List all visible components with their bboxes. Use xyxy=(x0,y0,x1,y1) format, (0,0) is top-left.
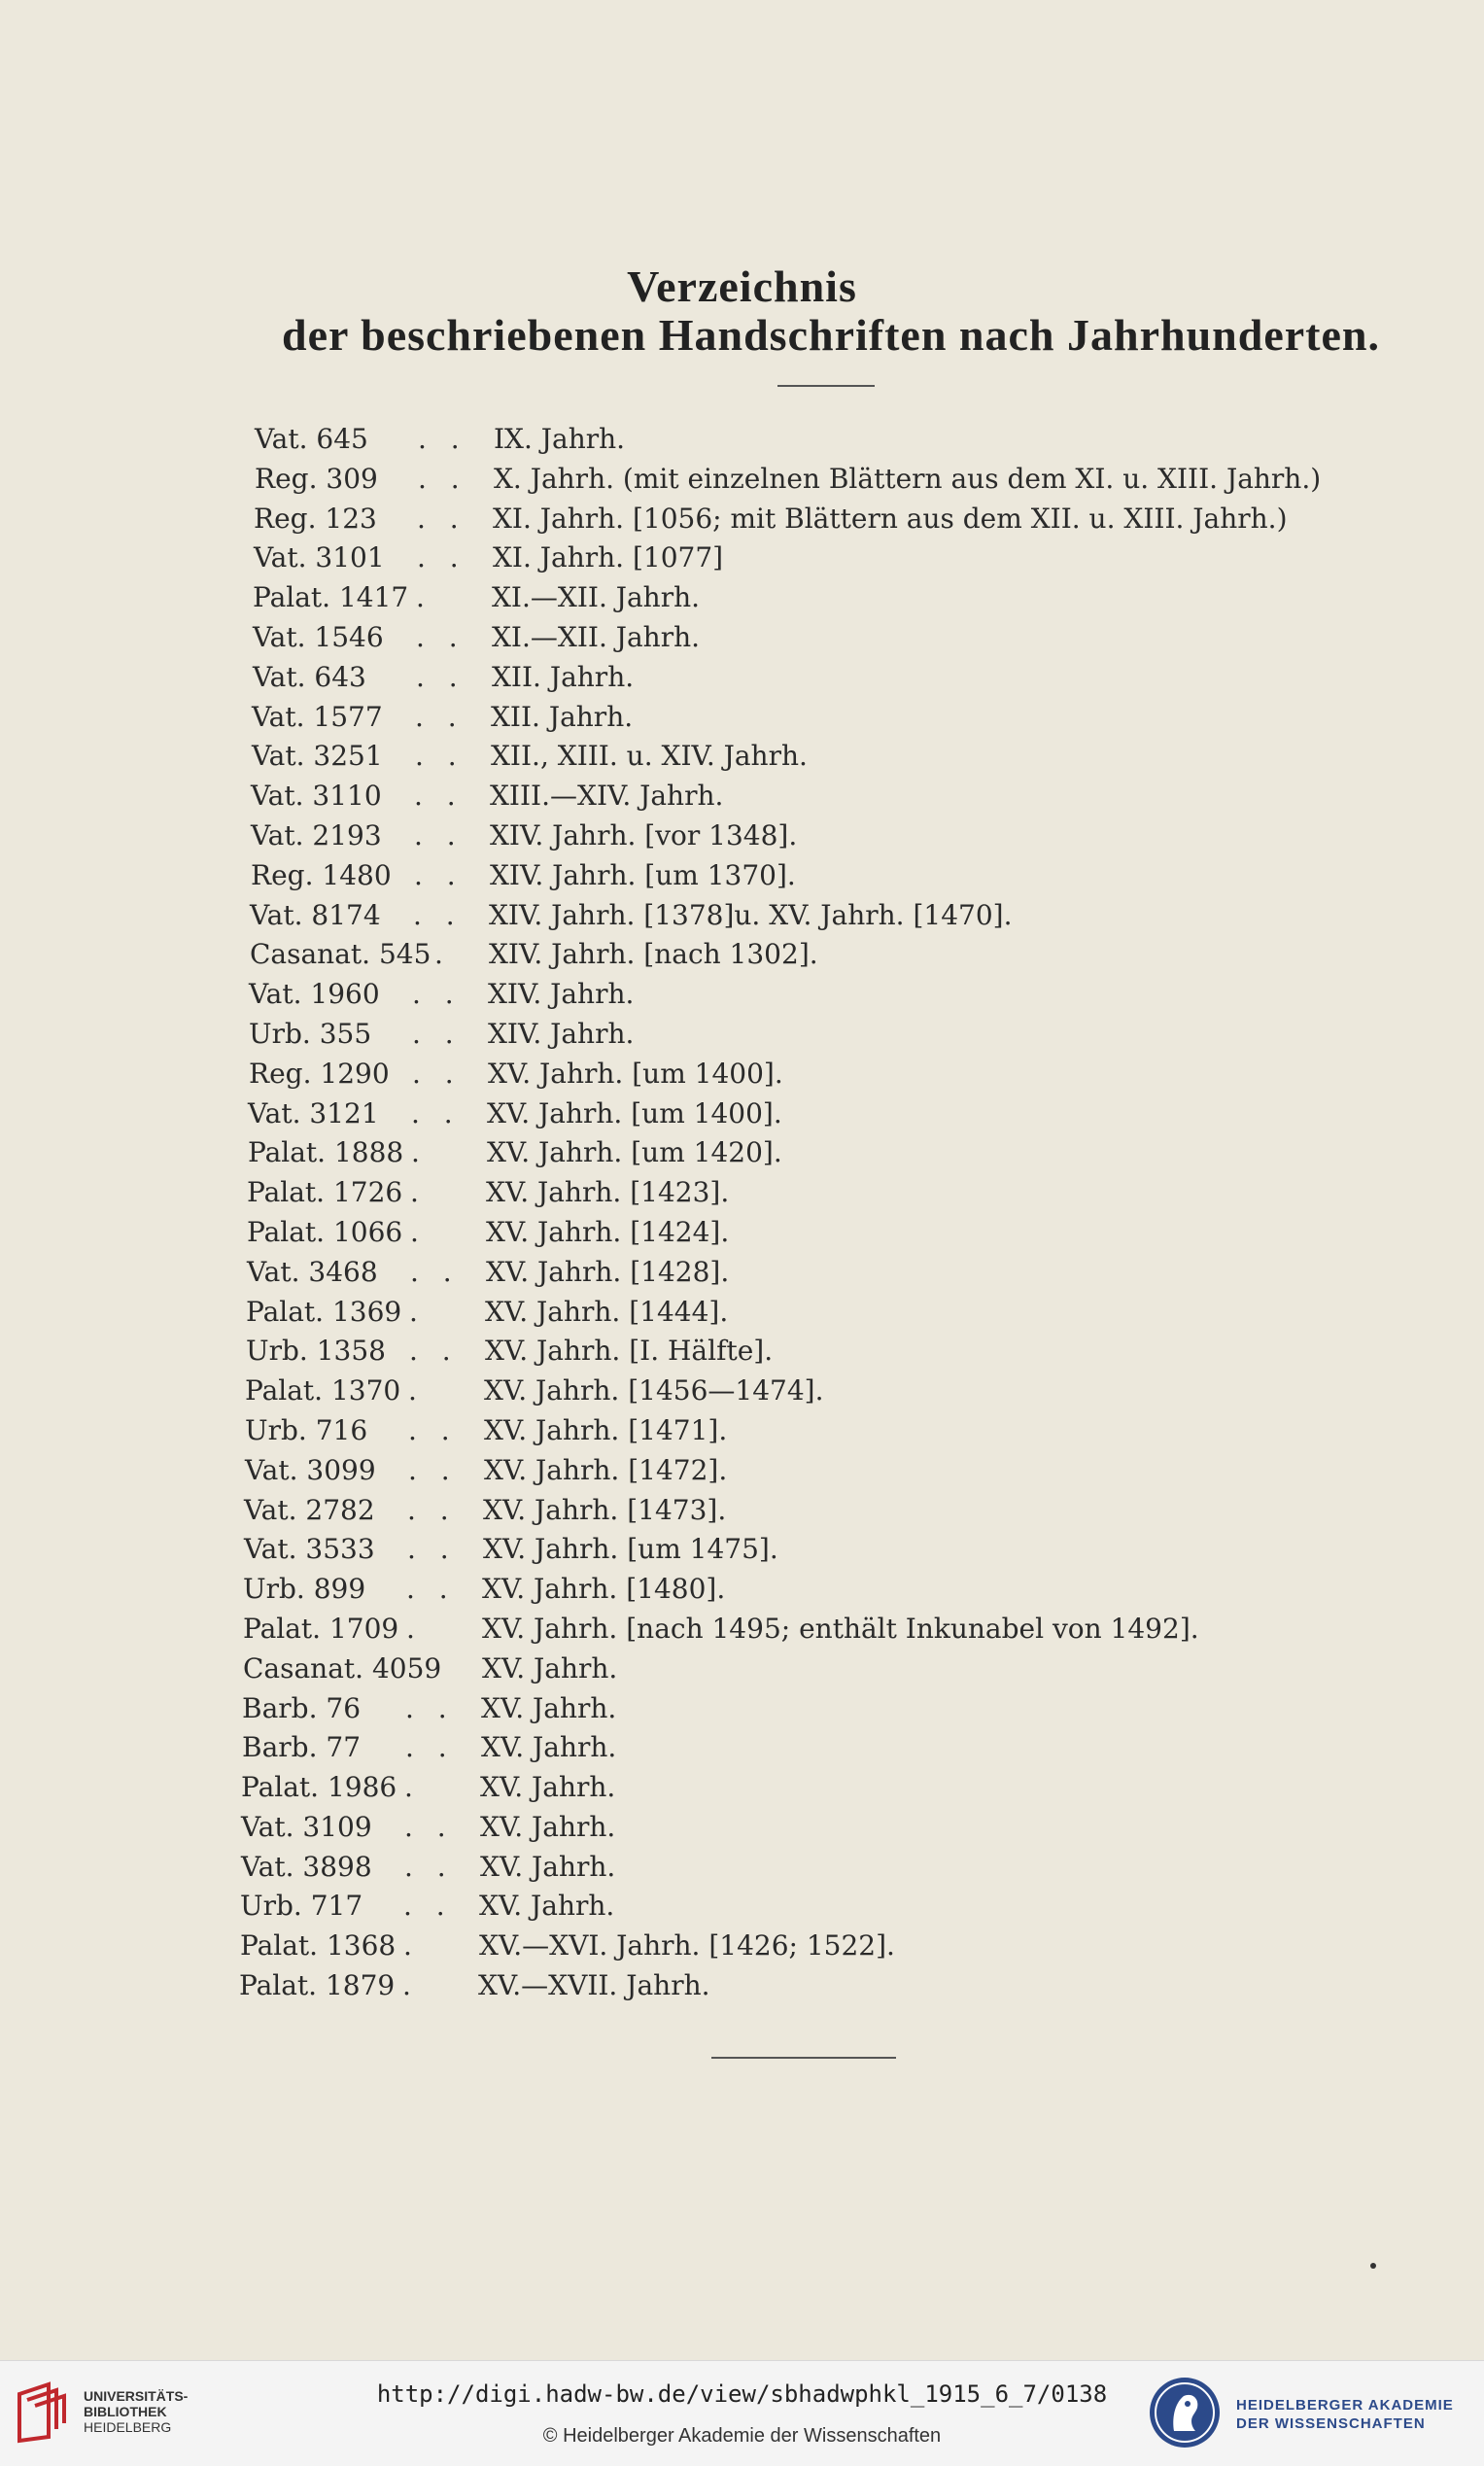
ub-line-1: UNIVERSITÄTS- xyxy=(84,2388,189,2404)
leader-dots: . . xyxy=(407,1533,457,1566)
manuscript-signature: Vat. 643 xyxy=(253,660,366,693)
century-description: XI.—XII. Jahrh. xyxy=(492,581,701,614)
leader-dots: . . xyxy=(416,620,466,653)
manuscript-signature: Palat. 1417 xyxy=(253,581,409,614)
list-item xyxy=(231,618,1429,658)
leader-dots: . . xyxy=(418,462,467,495)
list-item xyxy=(232,538,1429,578)
manuscript-signature: Vat. 3101 xyxy=(254,541,385,574)
century-description: XV. Jahrh. [um 1400]. xyxy=(488,1057,783,1090)
leader-dots: . xyxy=(410,1215,427,1248)
list-item xyxy=(223,1491,1429,1531)
manuscript-list xyxy=(233,420,1429,2006)
century-description: XIV. Jahrh. [vor 1348]. xyxy=(490,818,798,851)
leader-dots: . . xyxy=(418,423,467,455)
manuscript-signature: Reg. 309 xyxy=(255,462,378,495)
manuscript-signature: Palat. 1709 xyxy=(243,1612,399,1645)
list-item xyxy=(220,1768,1429,1808)
manuscript-signature: Palat. 1368 xyxy=(240,1929,397,1962)
footer-bar xyxy=(0,2360,1484,2466)
leader-dots: . . xyxy=(417,502,466,535)
list-item xyxy=(226,1133,1429,1173)
leader-dots: . xyxy=(410,1176,427,1209)
manuscript-signature: Casanat. 545 xyxy=(250,938,431,971)
list-item xyxy=(229,856,1429,896)
century-description: XV. Jahrh. xyxy=(481,1691,617,1724)
academy-name[interactable] xyxy=(1236,2396,1454,2433)
century-description: XV. Jahrh. [1428]. xyxy=(486,1255,730,1288)
leader-dots: . . xyxy=(412,1017,462,1050)
list-item xyxy=(219,1927,1429,1966)
list-item xyxy=(233,460,1429,500)
list-item xyxy=(230,698,1429,738)
leader-dots: . . xyxy=(406,1573,456,1606)
list-item xyxy=(222,1650,1429,1689)
list-item xyxy=(229,777,1429,816)
century-description: XV. Jahrh. xyxy=(480,1850,616,1883)
title-divider xyxy=(777,385,875,387)
manuscript-signature: Vat. 3468 xyxy=(247,1255,378,1288)
leader-dots: . xyxy=(402,1969,419,2002)
list-item xyxy=(229,816,1429,856)
manuscript-signature: Vat. 1577 xyxy=(252,700,383,733)
century-description: XV. Jahrh. [nach 1495; enthält Inkunabel von 1492]. xyxy=(482,1612,1199,1645)
copyright-notice: © Heidelberger Akademie der Wissenschaften xyxy=(542,2425,942,2447)
leader-dots: . . xyxy=(405,1691,455,1724)
century-description: XV. Jahrh. xyxy=(481,1731,617,1764)
list-item xyxy=(220,1808,1429,1848)
list-item xyxy=(231,658,1429,698)
manuscript-signature: Barb. 76 xyxy=(242,1691,362,1724)
page-subtitle: der beschriebenen Handschriften nach Jahrhunderten. xyxy=(282,310,1380,360)
manuscript-signature: Vat. 3099 xyxy=(245,1453,376,1486)
manuscript-signature: Vat. 2782 xyxy=(244,1493,375,1526)
leader-dots: . . xyxy=(414,858,464,891)
leader-dots: . . xyxy=(404,1810,454,1843)
century-description: XV.—XVI. Jahrh. [1426; 1522]. xyxy=(479,1929,895,1962)
century-description: XII. Jahrh. xyxy=(491,700,634,733)
leader-dots: . . xyxy=(409,1335,459,1368)
manuscript-signature: Palat. 1726 xyxy=(247,1176,403,1209)
leader-dots: . . xyxy=(414,818,464,851)
list-item xyxy=(218,1966,1429,2006)
list-item xyxy=(219,1887,1429,1927)
list-item xyxy=(228,935,1429,975)
leader-dots: . . xyxy=(407,1493,457,1526)
century-description: XIV. Jahrh. xyxy=(488,978,635,1011)
permalink-url[interactable]: http://digi.hadw-bw.de/view/sbhadwphkl_1915_6_7/0138 xyxy=(376,2380,1108,2408)
list-item xyxy=(227,1015,1429,1055)
century-description: XIV. Jahrh. [um 1370]. xyxy=(490,858,796,891)
century-description: XV. Jahrh. [um 1400]. xyxy=(487,1096,782,1129)
leader-dots: . . xyxy=(414,780,464,813)
leader-dots: . xyxy=(403,1929,420,1962)
manuscript-signature: Reg. 1290 xyxy=(249,1057,390,1090)
century-description: XV. Jahrh. [1471]. xyxy=(484,1413,728,1446)
century-description: XV. Jahrh. [1473]. xyxy=(483,1493,727,1526)
leader-dots: . . xyxy=(415,740,465,773)
manuscript-signature: Vat. 3533 xyxy=(244,1533,375,1566)
leader-dots: . . xyxy=(416,660,466,693)
list-item xyxy=(221,1689,1429,1729)
academy-seal-icon[interactable] xyxy=(1147,2375,1223,2450)
century-description: IX. Jahrh. xyxy=(494,423,626,455)
list-item xyxy=(233,420,1429,460)
leader-dots: . . xyxy=(415,700,465,733)
leader-dots: . . xyxy=(405,1731,455,1764)
century-description: XV. Jahrh. [1456—1474]. xyxy=(484,1374,824,1407)
manuscript-signature: Urb. 899 xyxy=(243,1573,366,1606)
century-description: XV.—XVII. Jahrh. xyxy=(478,1969,710,2002)
century-description: XIV. Jahrh. xyxy=(488,1017,635,1050)
century-description: XI. Jahrh. [1077] xyxy=(493,541,724,574)
century-description: XI. Jahrh. [1056; mit Blättern aus dem XII. u. XIII. Jahrh.) xyxy=(493,502,1288,535)
century-description: XV. Jahrh. [I. Hälfte]. xyxy=(485,1335,774,1368)
manuscript-signature: Palat. 1888 xyxy=(248,1136,404,1169)
manuscript-signature: Palat. 1066 xyxy=(247,1215,403,1248)
manuscript-signature: Urb. 1358 xyxy=(246,1335,386,1368)
ak-line-1: HEIDELBERGER AKADEMIE xyxy=(1236,2397,1454,2414)
list-item xyxy=(224,1372,1429,1411)
list-item xyxy=(221,1728,1429,1768)
century-description: XV. Jahrh. xyxy=(482,1651,618,1685)
ak-line-2: DER WISSENSCHAFTEN xyxy=(1236,2415,1426,2432)
manuscript-signature: Vat. 8174 xyxy=(250,898,381,931)
leader-dots: . . xyxy=(412,1057,462,1090)
list-item xyxy=(231,578,1429,618)
manuscript-signature: Vat. 645 xyxy=(255,423,368,455)
list-item xyxy=(224,1332,1429,1372)
century-description: XII., XIII. u. XIV. Jahrh. xyxy=(491,740,808,773)
leader-dots: . . xyxy=(404,1850,454,1883)
century-description: XV. Jahrh. [um 1475]. xyxy=(483,1533,778,1566)
leader-dots: . xyxy=(416,581,432,614)
list-item xyxy=(220,1848,1429,1888)
manuscript-signature: Palat. 1879 xyxy=(239,1969,396,2002)
century-description: XV. Jahrh. [1472]. xyxy=(484,1453,728,1486)
leader-dots: . . xyxy=(417,541,466,574)
leader-dots: . . xyxy=(412,978,462,1011)
century-description: XV. Jahrh. [1480]. xyxy=(482,1573,726,1606)
list-item xyxy=(225,1213,1429,1253)
century-description: XIV. Jahrh. [nach 1302]. xyxy=(489,938,818,971)
century-description: XIV. Jahrh. [1378]u. XV. Jahrh. [1470]. xyxy=(489,898,1013,931)
century-description: XI.—XII. Jahrh. xyxy=(492,620,701,653)
manuscript-signature: Palat. 1370 xyxy=(245,1374,401,1407)
list-item xyxy=(230,737,1429,777)
manuscript-signature: Vat. 2193 xyxy=(251,818,382,851)
list-item xyxy=(228,896,1429,936)
leader-dots: . . xyxy=(411,1096,461,1129)
end-divider xyxy=(711,2057,896,2059)
manuscript-signature: Palat. 1369 xyxy=(246,1295,402,1328)
list-item xyxy=(227,975,1429,1015)
century-description: XV. Jahrh. [1423]. xyxy=(486,1176,730,1209)
manuscript-signature: Urb. 355 xyxy=(249,1017,372,1050)
century-description: XIII.—XIV. Jahrh. xyxy=(490,780,724,813)
leader-dots: . . xyxy=(410,1255,460,1288)
ub-line-3: HEIDELBERG xyxy=(84,2419,172,2435)
manuscript-signature: Vat. 3898 xyxy=(241,1850,372,1883)
manuscript-signature: Vat. 3110 xyxy=(251,780,382,813)
manuscript-signature: Vat. 3109 xyxy=(241,1810,372,1843)
leader-dots: . xyxy=(408,1374,425,1407)
list-item xyxy=(232,500,1429,539)
list-item xyxy=(224,1411,1429,1451)
list-item xyxy=(222,1610,1429,1650)
list-item xyxy=(225,1173,1429,1213)
leader-dots: . xyxy=(404,1771,421,1804)
manuscript-signature: Urb. 717 xyxy=(240,1890,363,1923)
century-description: X. Jahrh. (mit einzelnen Blättern aus dem XI. u. XIII. Jahrh.) xyxy=(494,462,1322,495)
manuscript-signature: Barb. 77 xyxy=(242,1731,362,1764)
century-description: XV. Jahrh. xyxy=(479,1890,615,1923)
manuscript-signature: Vat. 3251 xyxy=(252,740,383,773)
list-item xyxy=(222,1570,1429,1610)
manuscript-signature: Vat. 1546 xyxy=(253,620,384,653)
list-item xyxy=(226,1094,1429,1134)
list-item xyxy=(227,1055,1429,1094)
leader-dots: . xyxy=(434,938,451,971)
leader-dots: . . xyxy=(408,1453,458,1486)
page-title: Verzeichnis xyxy=(627,261,857,311)
list-item xyxy=(223,1530,1429,1570)
manuscript-signature: Vat. 3121 xyxy=(248,1096,379,1129)
leader-dots: . xyxy=(406,1612,423,1645)
page-speck xyxy=(1370,2263,1376,2269)
list-item xyxy=(224,1293,1429,1333)
century-description: XII. Jahrh. xyxy=(492,660,635,693)
leader-dots: . xyxy=(411,1136,428,1169)
century-description: XV. Jahrh. [1424]. xyxy=(486,1215,730,1248)
leader-dots: . . xyxy=(408,1413,458,1446)
list-item xyxy=(225,1253,1429,1293)
leader-dots: . xyxy=(409,1295,426,1328)
manuscript-signature: Casanat. 4059 xyxy=(243,1651,442,1685)
leader-dots: . . xyxy=(403,1890,453,1923)
century-description: XV. Jahrh. xyxy=(480,1771,616,1804)
manuscript-signature: Reg. 123 xyxy=(254,502,377,535)
century-description: XV. Jahrh. [um 1420]. xyxy=(487,1136,782,1169)
century-description: XV. Jahrh. xyxy=(480,1810,616,1843)
century-description: XV. Jahrh. [1444]. xyxy=(485,1295,729,1328)
list-item xyxy=(224,1451,1429,1491)
ub-line-2: BIBLIOTHEK xyxy=(84,2404,167,2419)
manuscript-signature: Palat. 1986 xyxy=(241,1771,397,1804)
manuscript-signature: Reg. 1480 xyxy=(251,858,392,891)
leader-dots: . . xyxy=(413,898,463,931)
manuscript-signature: Urb. 716 xyxy=(245,1413,368,1446)
manuscript-signature: Vat. 1960 xyxy=(249,978,380,1011)
